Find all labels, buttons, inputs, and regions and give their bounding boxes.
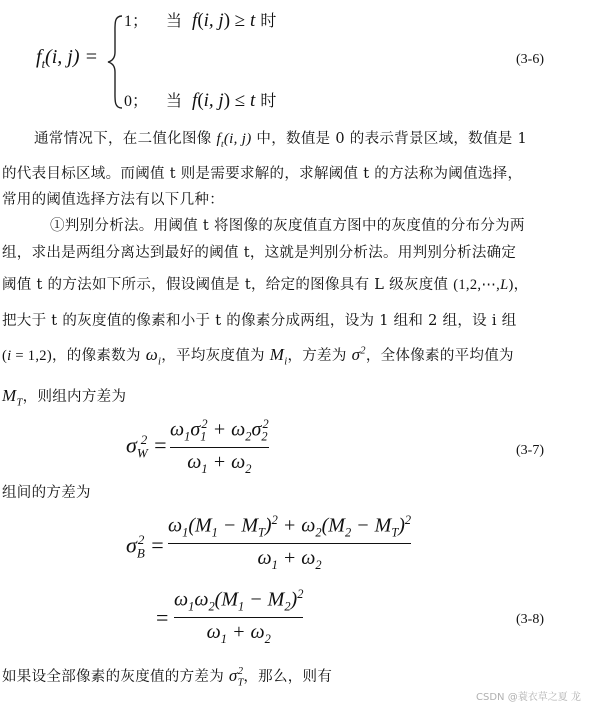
para2-line1: ①判别分析法。用阈值 t 将图像的灰度值直方图中的灰度值的分布分为两 (50, 218, 525, 234)
fraction-bar (168, 543, 411, 544)
eq37-denominator: $\omega_1 + \omega_2$ (187, 451, 252, 477)
eq37-lhs: $\sigma_W^2$ = (126, 432, 168, 461)
para2-line5: (i = 1,2)，的像素数为 $\omega_i$，平均灰度值为 $M_i$，方差为 $\sigma^2$，全体像素的平均值为 (2, 345, 514, 368)
eq38-number: (3-8) (516, 612, 544, 627)
eq36-lhs: $f_t(i$, j) = (36, 46, 98, 71)
para2-line3: 阈值 t 的方法如下所示，假设阈值是 t，给定的图像具有 L 级灰度值 (1,2,⋯,L)， (2, 277, 529, 293)
eq36-case1: 1； 当 f(i, j) ≥ t 时 (124, 10, 277, 31)
eq38-denominator2: $\omega_1 + \omega_2$ (206, 621, 271, 647)
eq37-number: (3-7) (516, 443, 544, 458)
eq38-equals: = (156, 605, 169, 630)
eq38-numerator1: $\omega_1(M_1 - M_T)^2 + \omega_2(M_2 - M_T)^2$ (168, 513, 412, 540)
eq38-fraction2 (174, 588, 303, 645)
para1-line3: 常用的阈值选择方法有以下几种： (2, 192, 224, 208)
fraction-bar (170, 447, 269, 448)
para1-line1: 通常情况下，在二值化图像 $f_t(i$, j) 中，数值是 0 的表示背景区域，数值是 1 (34, 131, 528, 150)
eq36-case0: 0； 当 f(i, j) ≤ t 时 (124, 90, 277, 111)
fraction-bar (174, 617, 303, 618)
para2-line4: 把大于 t 的灰度值的像素和小于 t 的像素分成两组，设为 1 组和 2 组，设 i 组 (2, 313, 517, 329)
watermark: CSDN @蓑衣草之夏 龙 (476, 692, 581, 703)
left-brace-icon (106, 14, 126, 110)
para2-line6: $M_T$，则组内方差为 (2, 386, 127, 409)
eq38-lhs: $\sigma_B^2$ = (126, 532, 165, 561)
eq38-numerator2: $\omega_1\omega_2(M_1 - M_2)^2$ (174, 587, 304, 614)
between-label: 组间的方差为 (2, 485, 91, 501)
para1-line2: 的代表目标区域。而阈值 t 则是需要求解的，求解阈值 t 的方法称为阈值选择， (2, 166, 523, 182)
para2-line2: 组，求出是两组分离达到最好的阈值 t，这就是判别分析法。用判别分析法确定 (2, 245, 517, 261)
eq38-denominator1: $\omega_1 + \omega_2$ (257, 547, 322, 573)
eq36-number: (3-6) (516, 52, 544, 67)
eq37-numerator: $\omega_1\sigma_1^2 + \omega_2\sigma_2^2$ (170, 417, 269, 444)
eq38-fraction1 (168, 514, 411, 571)
final-line: 如果设全部像素的灰度值的方差为 $\sigma_T^2$，那么，则有 (2, 666, 333, 689)
eq37-fraction (170, 418, 269, 475)
